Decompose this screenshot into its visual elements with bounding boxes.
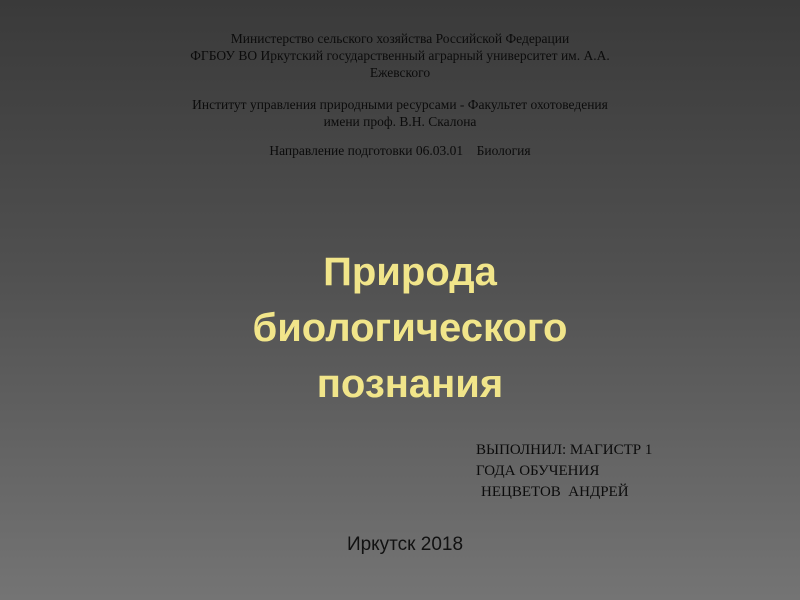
author-line3: НЕЦВЕТОВ АНДРЕЙ xyxy=(481,484,629,500)
slide-title xyxy=(150,244,670,412)
author-line1: ВЫПОЛНИЛ: МАГИСТР 1 xyxy=(476,442,653,458)
title-line1: Природа xyxy=(323,250,497,294)
institution-header xyxy=(130,30,670,159)
institute-text-line1: Институт управления природными ресурсами - Факультет охотоведения xyxy=(192,97,608,112)
ministry-text: Министерство сельского хозяйства Российской Федерации xyxy=(230,31,570,46)
institute-text-line2: имени проф. В.Н. Скалона xyxy=(323,114,477,129)
university-text-line2: Ежевского xyxy=(369,65,431,80)
author-line2: ГОДА ОБУЧЕНИЯ xyxy=(476,463,600,479)
university-text-line1: ФГБОУ ВО Иркутский государственный аграрный университет им. А.А. xyxy=(190,48,610,63)
author-block xyxy=(476,440,776,503)
city-year: Иркутск 2018 xyxy=(346,534,464,555)
title-line2: биологического xyxy=(252,306,568,350)
title-line3: познания xyxy=(316,362,504,406)
direction-text: Направление подготовки 06.03.01 Биология xyxy=(269,143,531,158)
